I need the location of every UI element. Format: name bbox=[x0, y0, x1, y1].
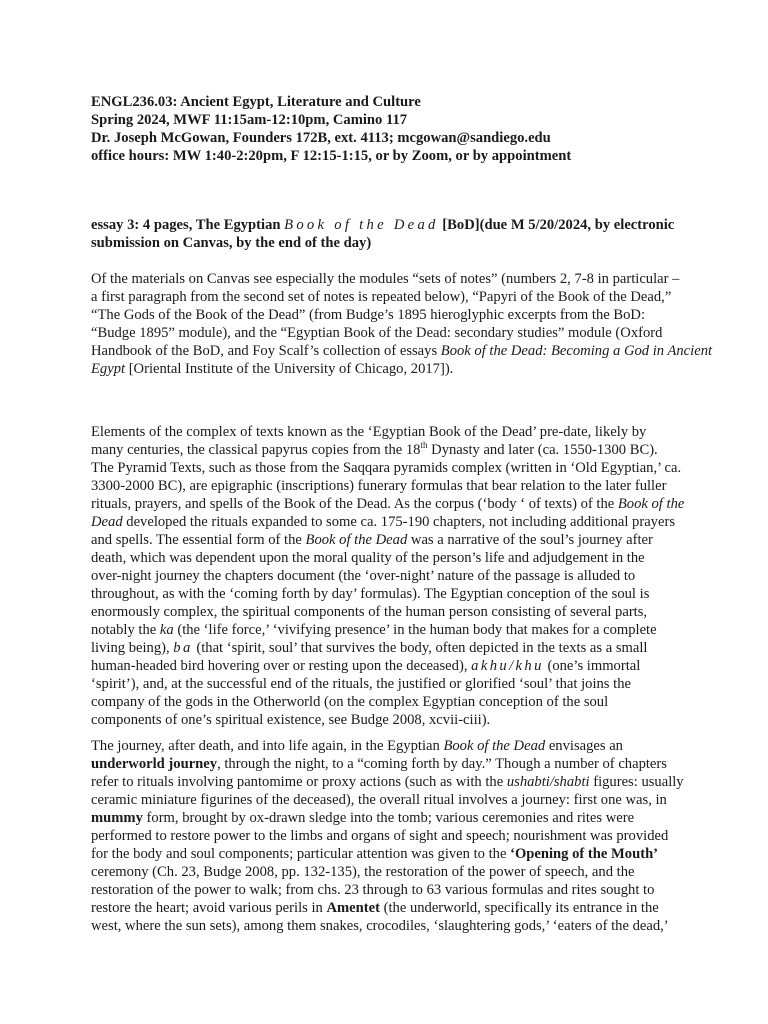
text-line bbox=[91, 342, 713, 360]
text-line: over-night journey the chapters document (the ‘over-night’ nature of the passage is alluded to bbox=[91, 568, 636, 584]
text-line bbox=[91, 845, 692, 863]
essay-suffix: [BoD](due M 5/20/2024, by electronic bbox=[438, 217, 675, 233]
text-line: components of one’s spiritual existence, see Budge 2008, xcvii-ciii). bbox=[91, 712, 491, 728]
text-run: , through the night, to a “coming forth by day.” Though a number of chapters bbox=[217, 756, 667, 772]
text-run: living being), bbox=[91, 640, 174, 656]
text-line bbox=[91, 657, 692, 675]
text-line: performed to restore power to the limbs and organs of sight and speech; nourishment was provided bbox=[91, 828, 669, 844]
term-italic: ushabti/shabti bbox=[506, 774, 590, 790]
text-line bbox=[91, 495, 692, 513]
text-line: “The Gods of the Book of the Dead” (from Budge’s 1895 hieroglyphic excerpts from the BoD: bbox=[91, 307, 646, 323]
essay-prefix: essay 3: 4 pages, The Egyptian bbox=[91, 217, 285, 233]
course-schedule: Spring 2024, MWF 11:15am-12:10pm, Camino 117 bbox=[91, 112, 408, 128]
text-run: (one’s immortal bbox=[543, 658, 641, 674]
text-run: rituals, prayers, and spells of the Book of the Dead. As the corpus (‘body ‘ of texts) of the bbox=[91, 496, 618, 512]
book-title-italic: Book of the bbox=[617, 496, 685, 512]
book-title-italic: Egypt bbox=[91, 361, 126, 377]
text-run: human-headed bird hovering over or resting upon the deceased), bbox=[91, 658, 472, 674]
text-line: “Budge 1895” module), and the “Egyptian Book of the Dead: secondary studies” module (Oxford bbox=[91, 325, 663, 341]
bold-term: Amentet bbox=[326, 900, 380, 916]
term-italic: ka bbox=[159, 622, 174, 638]
text-run: restore the heart; avoid various perils in bbox=[91, 900, 327, 916]
text-run: (the ‘life force,’ ‘vivifying presence’ in the human body that makes for a complete bbox=[173, 622, 657, 638]
text-line: west, where the sun sets), among them snakes, crocodiles, ‘slaughtering gods,’ ‘eaters of the dead,’ bbox=[91, 918, 669, 934]
text-line: death, which was dependent upon the moral quality of the person’s life and adjudgement in the bbox=[91, 550, 645, 566]
course-header bbox=[91, 93, 571, 165]
bold-term: ‘Opening of the Mouth’ bbox=[510, 846, 659, 862]
text-run: refer to rituals involving pantomime or proxy actions (such as with the bbox=[91, 774, 507, 790]
text-run: developed the rituals expanded to some ca. 175-190 chapters, not including additional prayers bbox=[122, 514, 675, 530]
paragraph-elements bbox=[91, 423, 692, 729]
essay-assignment-heading bbox=[91, 216, 691, 252]
text-line bbox=[91, 899, 692, 917]
text-line bbox=[91, 621, 692, 639]
essay-book-title: Book of the Dead bbox=[284, 217, 439, 233]
text-line: Elements of the complex of texts known as the ‘Egyptian Book of the Dead’ pre-date, likely by bbox=[91, 424, 647, 440]
text-line: The Pyramid Texts, such as those from the Saqqara pyramids complex (written in ‘Old Egyptian,’ ca. bbox=[91, 460, 682, 476]
bold-term: mummy bbox=[91, 810, 143, 826]
text-line bbox=[91, 737, 692, 755]
text-line: ‘spirit’), and, at the successful end of the rituals, the justified or glorified ‘soul’ that joins the bbox=[91, 676, 631, 692]
text-line bbox=[91, 755, 692, 773]
text-run: notably the bbox=[91, 622, 160, 638]
text-run: form, brought by ox-drawn sledge into the tomb; various ceremonies and rites were bbox=[142, 810, 635, 826]
text-run: Handbook of the BoD, and Foy Scalf’s collection of essays bbox=[91, 343, 441, 359]
superscript: th bbox=[420, 440, 428, 451]
text-run: envisages an bbox=[545, 738, 623, 754]
text-run: was a narrative of the soul’s journey after bbox=[407, 532, 653, 548]
instructor-info: Dr. Joseph McGowan, Founders 172B, ext. 4113; mcgowan@sandiego.edu bbox=[91, 130, 551, 146]
bold-term: underworld journey bbox=[91, 756, 218, 772]
text-line: ceramic miniature figurines of the deceased), the overall ritual involves a journey: first one was, in bbox=[91, 792, 667, 808]
text-line bbox=[91, 531, 692, 549]
book-title-italic: Book of the Dead: Becoming a God in Ancient bbox=[440, 343, 713, 359]
book-title-italic: Dead bbox=[91, 514, 123, 530]
text-line bbox=[91, 441, 692, 459]
text-line: restoration of the power to walk; from chs. 23 through to 63 various formulas and rites sought to bbox=[91, 882, 655, 898]
text-line: 3300-2000 BC), are epigraphic (inscriptions) funerary formulas that bear relation to the later fuller bbox=[91, 478, 667, 494]
course-title: ENGL236.03: Ancient Egypt, Literature and Culture bbox=[91, 94, 421, 110]
text-line bbox=[91, 360, 692, 378]
text-run: [Oriental Institute of the University of Chicago, 2017]). bbox=[125, 361, 454, 377]
text-line bbox=[91, 513, 692, 531]
text-run: The journey, after death, and into life again, in the Egyptian bbox=[91, 738, 444, 754]
text-line: enormously complex, the spiritual components of the human person consisting of several parts, bbox=[91, 604, 648, 620]
paragraph-materials bbox=[91, 270, 713, 378]
text-run: many centuries, the classical papyrus copies from the 18 bbox=[91, 442, 421, 458]
text-line bbox=[91, 809, 692, 827]
paragraph-journey bbox=[91, 737, 692, 935]
text-line: company of the gods in the Otherworld (on the complex Egyptian conception of the soul bbox=[91, 694, 609, 710]
text-line: Of the materials on Canvas see especially the modules “sets of notes” (numbers 2, 7-8 in particular – bbox=[91, 271, 680, 287]
text-line bbox=[91, 773, 692, 791]
text-run: and spells. The essential form of the bbox=[91, 532, 306, 548]
book-title-italic: Book of the Dead bbox=[305, 532, 408, 548]
essay-line-2: submission on Canvas, by the end of the day) bbox=[91, 235, 372, 251]
text-run: (the underworld, specifically its entrance in the bbox=[379, 900, 659, 916]
text-run: figures: usually bbox=[589, 774, 684, 790]
term-italic: akhu/khu bbox=[471, 658, 544, 674]
text-run: Dynasty and later (ca. 1550-1300 BC). bbox=[427, 442, 658, 458]
text-run: (that ‘spirit, soul’ that survives the body, often depicted in the texts as a small bbox=[192, 640, 648, 656]
book-title-italic: Book of the Dead bbox=[443, 738, 546, 754]
text-run: for the body and soul components; particular attention was given to the bbox=[91, 846, 511, 862]
text-line: throughout, as with the ‘coming forth by day’ formulas). The Egyptian conception of the soul is bbox=[91, 586, 650, 602]
text-line: ceremony (Ch. 23, Budge 2008, pp. 132-135), the restoration of the power of speech, and the bbox=[91, 864, 635, 880]
text-line: a first paragraph from the second set of notes is repeated below), “Papyri of the Book of the Dead,” bbox=[91, 289, 672, 305]
office-hours: office hours: MW 1:40-2:20pm, F 12:15-1:15, or by Zoom, or by appointment bbox=[91, 148, 572, 164]
text-line bbox=[91, 639, 692, 657]
term-italic: ba bbox=[173, 640, 193, 656]
